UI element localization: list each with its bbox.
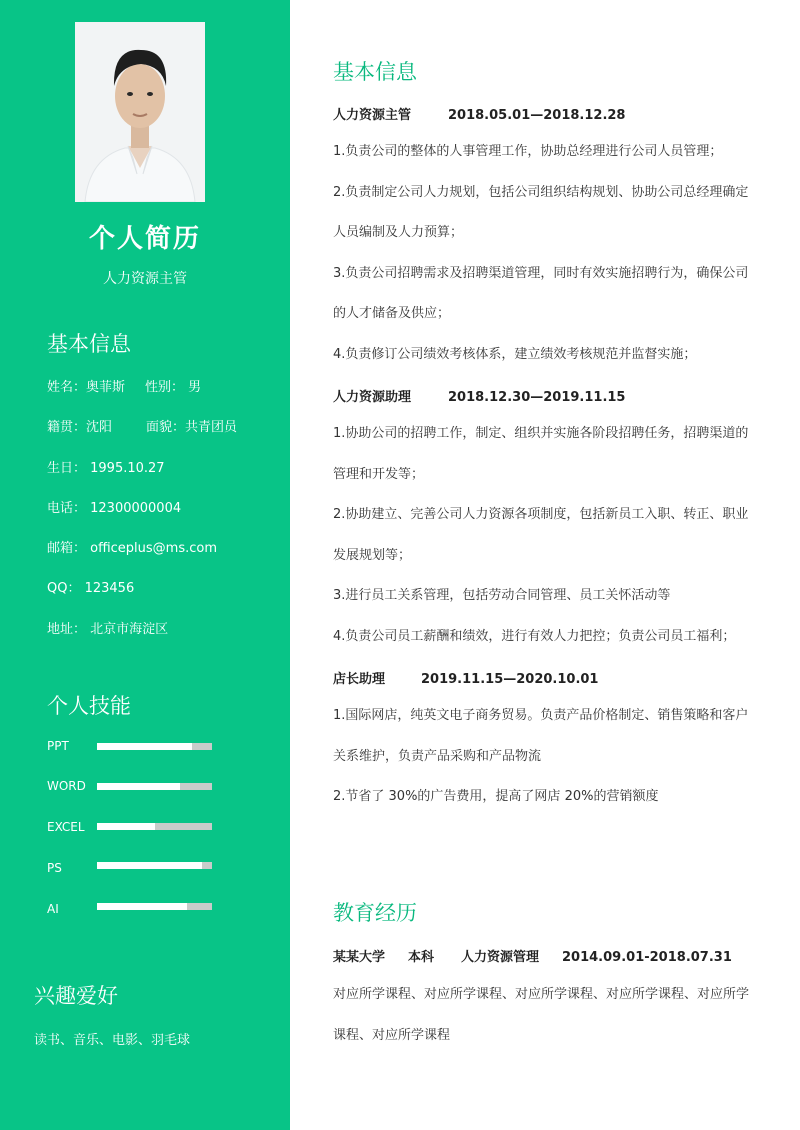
skill-label-excel: EXCEL	[47, 820, 85, 834]
info-email: 邮箱： officeplus@ms.com	[47, 541, 218, 556]
info-political: 面貌：共青团员	[146, 420, 238, 435]
job-role: 人力资源主管	[103, 271, 187, 287]
skill-fill-word	[97, 783, 180, 790]
sidebar	[0, 0, 290, 1130]
job-title-3: 店长助理	[333, 672, 386, 687]
skill-fill-excel	[97, 823, 155, 830]
skill-bar-ai	[97, 903, 212, 910]
job-period-1: 2018.05.01—2018.12.28	[448, 108, 626, 123]
duty-item: 1.协助公司的招聘工作，制定、组织并实施各阶段招聘任务，招聘渠道的管理和开发等；	[333, 426, 749, 482]
education-header	[333, 946, 732, 965]
skill-label-ps: PS	[47, 861, 62, 875]
job-title-1: 人力资源主管	[333, 108, 412, 123]
info-qq: QQ： 123456	[47, 581, 135, 596]
education-heading: 教育经历	[333, 901, 417, 925]
duty-item: 3.负责公司招聘需求及招聘渠道管理，同时有效实施招聘行为，确保公司的人才储备及供应；	[333, 265, 749, 321]
info-phone: 电话： 12300000004	[47, 501, 182, 516]
edu-degree: 本科	[408, 950, 435, 965]
hobbies-heading: 兴趣爱好	[34, 984, 118, 1008]
duty-item: 1.国际网店，纯英文电子商务贸易。负责产品价格制定、销售策略和客户关系维护，负责产品采购和产品物流	[333, 708, 749, 764]
duty-item: 2.协助建立、完善公司人力资源各项制度，包括新员工入职、转正、职业发展规划等；	[333, 507, 749, 563]
skill-bar-ppt	[97, 743, 212, 750]
skill-bar-excel	[97, 823, 212, 830]
duty-item: 3.进行员工关系管理，包括劳动合同管理、员工关怀活动等	[333, 588, 671, 603]
info-row-hometown-political	[47, 416, 237, 435]
skill-fill-ppt	[97, 743, 192, 750]
info-row-name-gender	[47, 376, 201, 395]
job-period-3: 2019.11.15—2020.10.01	[421, 672, 599, 687]
job-duties-1	[333, 132, 753, 375]
skills-heading: 个人技能	[47, 694, 131, 718]
skill-fill-ps	[97, 862, 202, 869]
job-title-2: 人力资源助理	[333, 390, 412, 405]
job-header-2	[333, 386, 625, 405]
duty-item: 2.负责制定公司人力规划，包括公司组织结构规划、协助公司总经理确定人员编制及人力预算；	[333, 184, 749, 240]
skill-label-word: WORD	[47, 779, 86, 793]
job-duties-2	[333, 414, 753, 657]
duty-item: 4.负责公司员工薪酬和绩效，进行有效人力把控；负责公司员工福利；	[333, 628, 736, 644]
skill-label-ppt: PPT	[47, 739, 69, 753]
info-birthday: 生日： 1995.10.27	[47, 461, 165, 476]
duty-item: 1.负责公司的整体的人事管理工作，协助总经理进行公司人员管理；	[333, 144, 723, 159]
skill-label-ai: AI	[47, 902, 59, 916]
job-period-2: 2018.12.30—2019.11.15	[448, 390, 626, 405]
job-duties-3	[333, 696, 753, 818]
info-name: 姓名：奥菲斯	[47, 380, 126, 395]
duty-item: 4.负责修订公司绩效考核体系，建立绩效考核规范并监督实施；	[333, 346, 697, 362]
skill-fill-ai	[97, 903, 187, 910]
experience-heading: 基本信息	[333, 60, 417, 84]
resume-title: 个人简历	[88, 224, 201, 254]
edu-courses: 对应所学课程、对应所学课程、对应所学课程、对应所学课程、对应所学课程、对应所学课程	[333, 987, 750, 1043]
hobbies-list: 读书、音乐、电影、羽毛球	[34, 1033, 191, 1048]
duty-item: 2.节省了 30%的广告费用，提高了网店 20%的营销额度	[333, 789, 659, 804]
info-hometown: 籍贯：沈阳	[47, 420, 113, 435]
job-header-3	[333, 668, 598, 687]
basic-info-heading: 基本信息	[47, 332, 131, 356]
info-address: 地址： 北京市海淀区	[47, 622, 169, 637]
skill-bar-ps	[97, 862, 212, 869]
edu-major: 人力资源管理	[461, 950, 540, 965]
info-gender: 性别： 男	[145, 380, 202, 395]
skill-bar-word	[97, 783, 212, 790]
edu-school: 某某大学	[333, 950, 386, 965]
edu-period: 2014.09.01-2018.07.31	[562, 950, 732, 965]
job-header-1	[333, 104, 625, 123]
profile-photo	[75, 22, 205, 202]
